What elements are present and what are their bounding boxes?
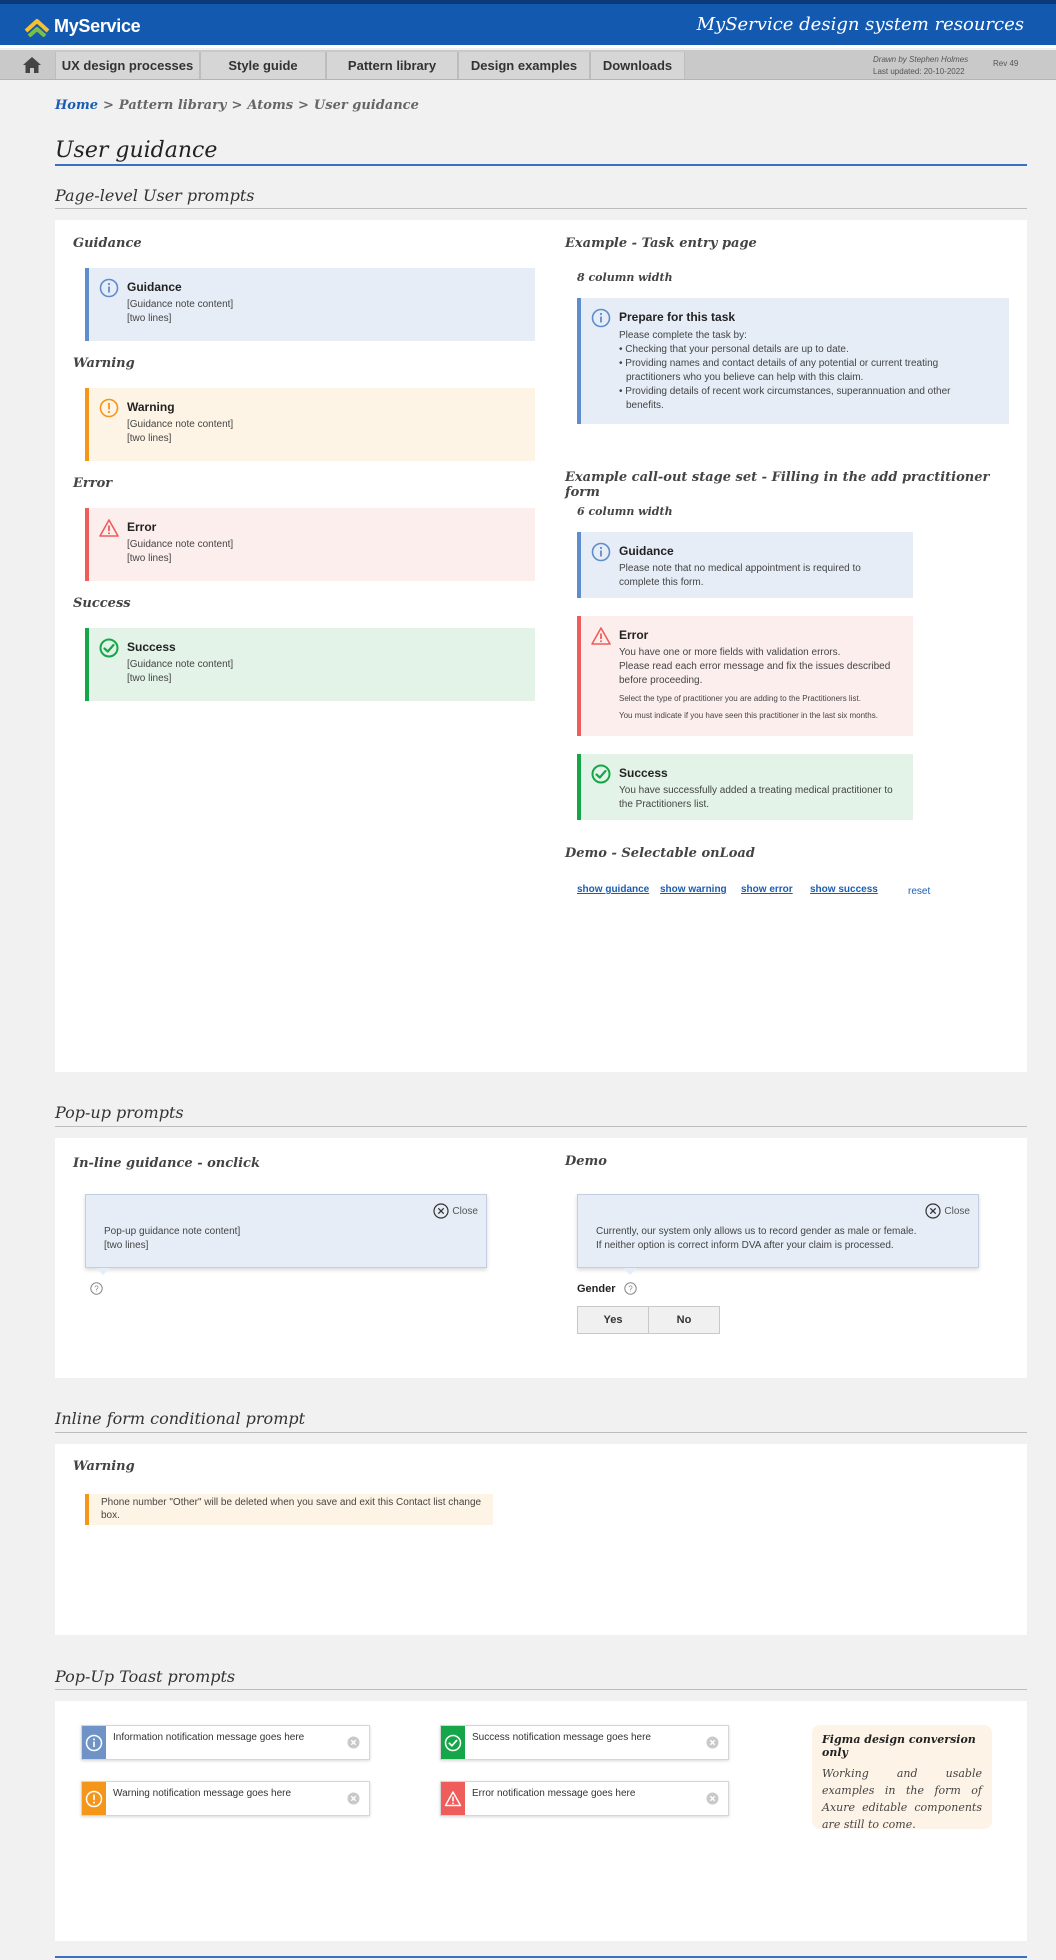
- warning-toast: [81, 1781, 370, 1816]
- section-title-popup: Pop-up prompts: [55, 1103, 184, 1122]
- close-circle-icon: [433, 1203, 449, 1219]
- error-toast: [440, 1781, 729, 1816]
- check-circle-icon: [591, 764, 611, 784]
- warning-icon: [85, 1790, 103, 1808]
- inline-popup: [85, 1194, 487, 1268]
- close-button[interactable]: [433, 1203, 478, 1219]
- breadcrumb-separator: >: [231, 98, 243, 113]
- breadcrumb-item[interactable]: Pattern library: [118, 98, 227, 113]
- alert-body: [127, 538, 233, 566]
- help-icon[interactable]: [624, 1282, 637, 1295]
- alert-line: You have successfully added a treating medical practitioner to: [619, 785, 893, 796]
- toast-band: [441, 1782, 465, 1815]
- alert-body: [619, 784, 893, 812]
- callout-example-heading: Example call-out stage set - Filling in the add practitioner form: [565, 470, 990, 500]
- gender-yes-button[interactable]: Yes: [577, 1306, 649, 1334]
- section-title-toast: Pop-Up Toast prompts: [55, 1667, 236, 1686]
- alert-body: [619, 329, 950, 413]
- alert-line: complete this form.: [619, 577, 704, 588]
- logo-chevron-icon: [24, 17, 50, 37]
- demo-heading: Demo - Selectable onLoad: [565, 846, 755, 861]
- dismiss-icon[interactable]: [347, 1792, 360, 1805]
- alert-line: [Guidance note content]: [127, 539, 234, 550]
- alert-title: Success: [127, 640, 176, 654]
- breadcrumb-separator: >: [298, 98, 309, 113]
- error-triangle-icon: [591, 626, 611, 646]
- home-icon[interactable]: [22, 55, 42, 75]
- site-title: MyService design system resources: [696, 14, 1024, 35]
- popup-text: [104, 1225, 240, 1253]
- page-title: User guidance: [55, 138, 218, 163]
- dismiss-icon[interactable]: [347, 1736, 360, 1749]
- nav-design-examples[interactable]: Design examples: [458, 52, 590, 79]
- alert-bullet: • Providing names and contact details of any potential or current treating: [619, 358, 939, 369]
- warning-heading: Warning: [73, 356, 135, 371]
- nav-meta: [873, 54, 968, 78]
- nav-downloads[interactable]: Downloads: [590, 52, 685, 79]
- error-link[interactable]: Select the type of practitioner you are adding to the Practitioners list.: [619, 694, 861, 703]
- footer-rule: [55, 1956, 1027, 1958]
- callout-guidance-alert: [577, 532, 913, 598]
- dismiss-icon[interactable]: [706, 1792, 719, 1805]
- logo-text: MyService: [54, 16, 141, 36]
- info-icon: [591, 308, 611, 328]
- popup-line: [two lines]: [104, 1240, 149, 1251]
- main-nav: [0, 50, 1056, 80]
- section-title-page-level: Page-level User prompts: [55, 186, 255, 205]
- note-text: Working and usable examples in the form of Axure editable components are still to come.: [822, 1767, 982, 1831]
- breadcrumb-current: User guidance: [313, 98, 419, 113]
- breadcrumb-separator: >: [102, 98, 114, 113]
- note-heading: Figma design conversion only: [822, 1733, 976, 1759]
- alert-line: [Guidance note content]: [127, 299, 234, 310]
- nav-style-guide[interactable]: Style guide: [200, 52, 326, 79]
- alert-line: [Guidance note content]: [127, 419, 234, 430]
- toast-message: Information notification message goes here: [113, 1732, 305, 1743]
- inline-warning-prompt: [85, 1494, 493, 1525]
- section-rule: [55, 1432, 1027, 1433]
- alert-line: [two lines]: [127, 553, 172, 564]
- guidance-heading: Guidance: [73, 236, 142, 251]
- alert-title: Prepare for this task: [619, 310, 736, 324]
- callout-success-alert: [577, 754, 913, 820]
- inline-warning-line: box.: [101, 1510, 120, 1521]
- alert-body: [619, 562, 861, 590]
- popup-demo-heading: Demo: [565, 1154, 607, 1169]
- alert-line: You have one or more fields with validation errors.: [619, 647, 841, 658]
- alert-line: [two lines]: [127, 433, 172, 444]
- alert-line: the Practitioners list.: [619, 799, 710, 810]
- nav-pattern-library[interactable]: Pattern library: [326, 52, 458, 79]
- error-heading: Error: [73, 476, 113, 491]
- popup-line: Pop-up guidance note content]: [104, 1226, 241, 1237]
- alert-line: [two lines]: [127, 313, 172, 324]
- show-guidance-link[interactable]: show guidance: [577, 884, 650, 895]
- info-icon: [85, 1734, 103, 1752]
- warning-alert: [85, 388, 535, 461]
- popup-line: Currently, our system only allows us to record gender as male or female.: [596, 1226, 917, 1237]
- success-alert: [85, 628, 535, 701]
- help-icon[interactable]: [90, 1282, 103, 1295]
- alert-body: [127, 658, 233, 686]
- success-toast: [440, 1725, 729, 1760]
- toast-band: [441, 1726, 465, 1759]
- popup-arrow: [623, 1268, 637, 1275]
- alert-bullet: • Checking that your personal details are up to date.: [619, 344, 849, 355]
- warning-icon: [99, 398, 119, 418]
- check-circle-icon: [99, 638, 119, 658]
- revision: Rev 49: [993, 59, 1019, 68]
- toast-message: Error notification message goes here: [472, 1788, 636, 1799]
- alert-title: Success: [619, 766, 668, 780]
- info-icon: [99, 278, 119, 298]
- svg-text:?: ?: [94, 1284, 99, 1294]
- popup-panel: [55, 1138, 1027, 1378]
- section-rule: [55, 1126, 1027, 1127]
- error-triangle-icon: [99, 518, 119, 538]
- alert-title: Warning: [127, 400, 175, 414]
- page-level-panel: [55, 220, 1027, 1072]
- error-alert: [85, 508, 535, 581]
- alert-body: [619, 646, 890, 721]
- inline-form-panel: [55, 1444, 1027, 1635]
- dismiss-icon[interactable]: [706, 1736, 719, 1749]
- alert-bullet-cont: benefits.: [626, 400, 664, 411]
- toast-message: Success notification message goes here: [472, 1732, 651, 1743]
- gender-popup: [577, 1194, 979, 1268]
- close-circle-icon: [925, 1203, 941, 1219]
- alert-body: [127, 298, 233, 326]
- alert-line: Please complete the task by:: [619, 330, 747, 341]
- toast-band: [82, 1782, 106, 1815]
- gender-label: Gender: [577, 1283, 616, 1295]
- nav-ux-design-processes[interactable]: UX design processes: [55, 52, 200, 79]
- reset-link[interactable]: reset: [908, 886, 931, 897]
- breadcrumb-home[interactable]: Home: [55, 98, 98, 113]
- popup-line: If neither option is correct inform DVA after your claim is processed.: [596, 1240, 894, 1251]
- alert-title: Guidance: [127, 280, 182, 294]
- info-icon: [591, 542, 611, 562]
- popup-arrow: [96, 1268, 110, 1275]
- alert-line: [Guidance note content]: [127, 659, 234, 670]
- section-rule: [55, 1689, 1027, 1690]
- gender-no-button[interactable]: No: [648, 1306, 720, 1334]
- info-toast: [81, 1725, 370, 1760]
- inline-guidance-heading: In-line guidance - onclick: [73, 1156, 260, 1171]
- close-label: Close: [944, 1205, 970, 1217]
- task-guidance-alert: [577, 298, 1009, 424]
- top-header: [0, 0, 1056, 48]
- task-example-heading: Example - Task entry page: [565, 236, 757, 251]
- close-label: Close: [452, 1205, 478, 1217]
- inline-warning-heading: Warning: [73, 1459, 135, 1474]
- alert-title: Error: [619, 628, 649, 642]
- alert-bullet-cont: practitioners who you believe can help with this claim.: [626, 372, 864, 383]
- callout-error-alert: [577, 616, 913, 736]
- guidance-alert: [85, 268, 535, 341]
- alert-line: before proceeding.: [619, 675, 703, 686]
- drawn-by: Drawn by Stephen Holmes: [873, 55, 969, 64]
- show-warning-link[interactable]: show warning: [660, 884, 727, 895]
- popup-text: [596, 1225, 917, 1253]
- inline-warning-line: Phone number "Other" will be deleted when you save and exit this Contact list change: [101, 1497, 482, 1508]
- logo[interactable]: [24, 16, 140, 37]
- error-triangle-icon: [444, 1790, 462, 1808]
- breadcrumb-item[interactable]: Atoms: [247, 98, 294, 113]
- section-rule: [55, 208, 1027, 209]
- show-success-link[interactable]: show success: [810, 884, 878, 895]
- alert-line: Please note that no medical appointment is required to: [619, 563, 861, 574]
- breadcrumb: [55, 98, 419, 113]
- figma-conversion-note: [812, 1725, 992, 1829]
- toast-band: [82, 1726, 106, 1759]
- alert-body: [127, 418, 233, 446]
- alert-line: Please read each error message and fix the issues described: [619, 661, 891, 672]
- alert-title: Guidance: [619, 544, 674, 558]
- success-heading: Success: [73, 596, 131, 611]
- title-rule: [55, 164, 1027, 166]
- svg-text:?: ?: [628, 1284, 633, 1294]
- callout-width-label: 6 column width: [577, 505, 673, 518]
- alert-title: Error: [127, 520, 157, 534]
- error-link[interactable]: You must indicate if you have seen this practitioner in the last six months.: [619, 711, 878, 720]
- alert-bullet: • Providing details of recent work circumstances, superannuation and other: [619, 386, 951, 397]
- close-button[interactable]: [925, 1203, 970, 1219]
- show-error-link[interactable]: show error: [741, 884, 793, 895]
- toast-message: Warning notification message goes here: [113, 1788, 292, 1799]
- check-circle-icon: [444, 1734, 462, 1752]
- section-title-inline-form: Inline form conditional prompt: [55, 1409, 306, 1428]
- last-updated: Last updated: 20-10-2022: [873, 67, 965, 76]
- task-width-label: 8 column width: [577, 271, 673, 284]
- alert-line: [two lines]: [127, 673, 172, 684]
